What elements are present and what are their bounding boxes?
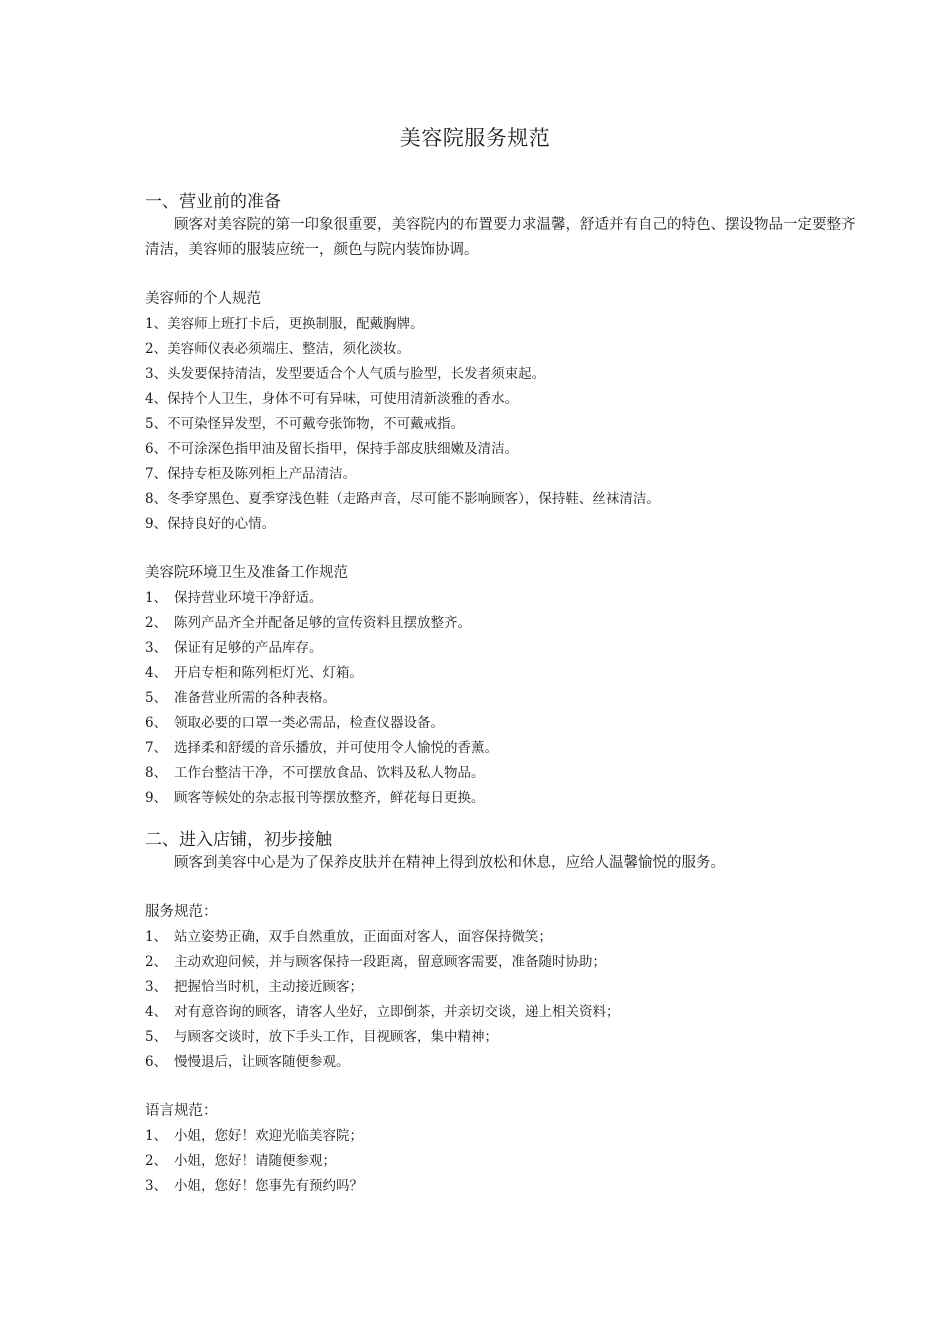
list-item — [145, 661, 857, 686]
list-item — [145, 925, 857, 950]
item-text: 保持专柜及陈列柜上产品清洁。 — [167, 466, 357, 482]
item-text: 小姐，您好！您事先有预约吗？ — [174, 1178, 363, 1194]
item-text: 对有意咨询的顾客，请客人坐好，立即倒茶，并亲切交谈，递上相关资料； — [174, 1004, 620, 1020]
item-number: 9、 — [145, 516, 168, 532]
list-item — [145, 412, 857, 437]
item-text: 站立姿势正确，双手自然重放，正面面对客人，面容保持微笑； — [174, 929, 552, 945]
item-number: 7、 — [145, 740, 168, 756]
list-item — [145, 975, 857, 1000]
item-number: 6、 — [145, 715, 168, 731]
list-item — [145, 1149, 857, 1174]
item-number: 1、 — [145, 1128, 168, 1144]
list-item — [145, 1124, 857, 1149]
item-text: 保持良好的心情。 — [167, 516, 276, 532]
item-number: 8、 — [145, 765, 168, 781]
item-number: 4、 — [145, 391, 168, 407]
personal-rules-heading: 美容师的个人规范 — [145, 291, 261, 307]
service-rules-heading: 服务规范： — [145, 904, 218, 920]
list-item — [145, 761, 857, 786]
item-number: 8、 — [145, 491, 168, 507]
item-number: 3、 — [145, 640, 168, 656]
list-item — [145, 711, 857, 736]
item-number: 7、 — [145, 466, 168, 482]
item-number: 1、 — [145, 929, 168, 945]
item-number: 4、 — [145, 1004, 168, 1020]
list-item — [145, 1000, 857, 1025]
list-item — [145, 611, 857, 636]
item-text: 工作台整洁干净，不可摆放食品、饮料及私人物品。 — [174, 765, 485, 781]
list-item — [145, 387, 857, 412]
list-item — [145, 1025, 857, 1050]
section-1-intro: 顾客对美容院的第一印象很重要，美容院内的布置要力求温馨，舒适并有自己的特色、摆设物品一定要整齐清洁，美容师的服装应统一，颜色与院内装饰协调。 — [145, 217, 856, 258]
section-1-heading: 一、营业前的准备 — [145, 192, 281, 212]
list-item — [145, 487, 857, 512]
item-text: 小姐，您好！请随便参观； — [174, 1153, 336, 1169]
language-rules-list — [145, 1124, 857, 1199]
item-number: 5、 — [145, 416, 168, 432]
list-item — [145, 312, 857, 337]
item-text: 选择柔和舒缓的音乐播放，并可使用令人愉悦的香薰。 — [174, 740, 498, 756]
item-text: 保证有足够的产品库存。 — [174, 640, 323, 656]
list-item — [145, 736, 857, 761]
item-number: 6、 — [145, 441, 168, 457]
item-text: 不可染怪异发型，不可戴夸张饰物，不可戴戒指。 — [167, 416, 465, 432]
item-text: 把握恰当时机，主动接近顾客； — [174, 979, 363, 995]
item-text: 保持个人卫生，身体不可有异味，可使用清新淡雅的香水。 — [167, 391, 519, 407]
environment-rules-heading: 美容院环境卫生及准备工作规范 — [145, 565, 348, 581]
environment-rules-list — [145, 586, 857, 811]
item-number: 1、 — [145, 590, 168, 606]
item-text: 准备营业所需的各种表格。 — [174, 690, 336, 706]
list-item — [145, 786, 857, 811]
document-body — [145, 191, 857, 1199]
item-number: 6、 — [145, 1054, 168, 1070]
list-item — [145, 1174, 857, 1199]
item-text: 美容师仪表必须端庄、整洁，须化淡妆。 — [167, 341, 411, 357]
item-text: 顾客等候处的杂志报刊等摆放整齐，鲜花每日更换。 — [174, 790, 485, 806]
list-item — [145, 636, 857, 661]
item-number: 4、 — [145, 665, 168, 681]
item-text: 美容师上班打卡后，更换制服，配戴胸牌。 — [167, 316, 424, 332]
item-number: 3、 — [145, 979, 168, 995]
item-number: 2、 — [145, 341, 168, 357]
item-text: 头发要保持清洁，发型要适合个人气质与脸型，长发者须束起。 — [167, 366, 546, 382]
item-text: 开启专柜和陈列柜灯光、灯箱。 — [174, 665, 363, 681]
item-text: 与顾客交谈时，放下手头工作，目视顾客，集中精神； — [174, 1029, 498, 1045]
item-text: 不可涂深色指甲油及留长指甲，保持手部皮肤细嫩及清洁。 — [167, 441, 519, 457]
item-number: 2、 — [145, 1153, 168, 1169]
item-text: 陈列产品齐全并配备足够的宣传资料且摆放整齐。 — [174, 615, 471, 631]
item-number: 5、 — [145, 690, 168, 706]
item-number: 3、 — [145, 366, 168, 382]
language-rules-heading: 语言规范： — [145, 1103, 218, 1119]
service-rules-list — [145, 925, 857, 1075]
section-2-heading: 二、进入店铺，初步接触 — [145, 830, 332, 850]
section-2-intro: 顾客到美容中心是为了保养皮肤并在精神上得到放松和休息，应给人温馨愉悦的服务。 — [174, 855, 725, 871]
item-number: 2、 — [145, 615, 168, 631]
personal-rules-list — [145, 312, 857, 537]
item-text: 主动欢迎问候，并与顾客保持一段距离，留意顾客需要，准备随时协助； — [174, 954, 606, 970]
list-item — [145, 362, 857, 387]
list-item — [145, 512, 857, 537]
list-item — [145, 686, 857, 711]
list-item — [145, 462, 857, 487]
item-number: 9、 — [145, 790, 168, 806]
list-item — [145, 1050, 857, 1075]
item-text: 小姐，您好！欢迎光临美容院； — [174, 1128, 363, 1144]
item-text: 慢慢退后，让顾客随便参观。 — [174, 1054, 350, 1070]
item-number: 3、 — [145, 1178, 168, 1194]
list-item — [145, 586, 857, 611]
item-text: 保持营业环境干净舒适。 — [174, 590, 323, 606]
item-number: 2、 — [145, 954, 168, 970]
item-number: 5、 — [145, 1029, 168, 1045]
list-item — [145, 337, 857, 362]
item-text: 冬季穿黑色、夏季穿浅色鞋（走路声音，尽可能不影响顾客），保持鞋、丝袜清洁。 — [167, 491, 660, 507]
item-number: 1、 — [145, 316, 168, 332]
list-item — [145, 437, 857, 462]
list-item — [145, 950, 857, 975]
item-text: 领取必要的口罩一类必需品，检查仪器设备。 — [174, 715, 444, 731]
document-title: 美容院服务规范 — [399, 126, 551, 150]
